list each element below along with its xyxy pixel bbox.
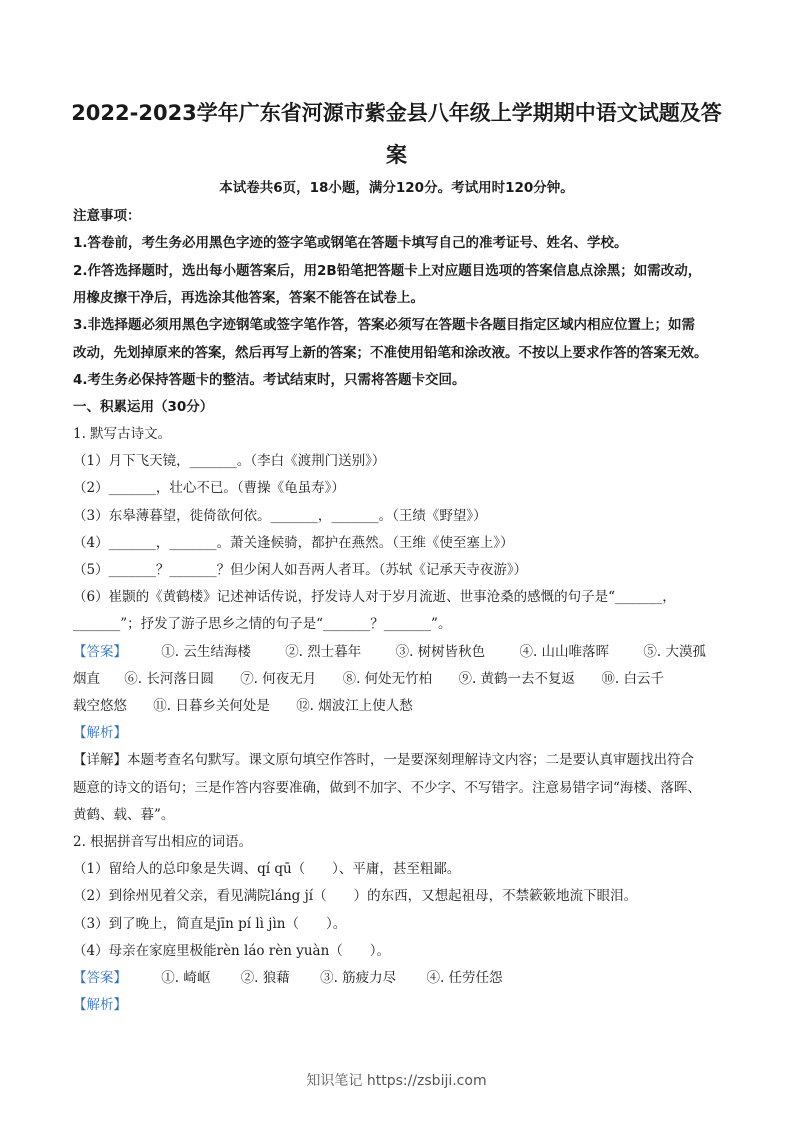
answer-item: ⑤. 大漠孤	[643, 644, 706, 660]
note-2a: 2.作答选择题时，选出每小题答案后，用2B铅笔把答题卡上对应题目选项的答案信息点涂黑；如需改动，	[73, 263, 702, 279]
answer-item: ⑪. 日暮乡关何处是	[153, 698, 270, 714]
title-line-1: 2022-2023学年广东省河源市紫金县八年级上学期期中语文试题及答	[71, 101, 722, 125]
answer-item: ⑩. 白云千	[601, 671, 664, 687]
title-line-2: 案	[386, 143, 407, 167]
q2-item-3: （3）到了晚上，简直是jīn pí lì jìn（ ）。	[73, 916, 347, 932]
answer-item: ②. 烈士暮年	[285, 644, 362, 660]
answer-item: ⑨. 黄鹤一去不复返	[458, 671, 576, 687]
answer-item: ⑥. 长河落日圆	[124, 671, 214, 687]
q1-item-2: （2）_______，壮心不已。（曹操《龟虽寿》）	[73, 480, 345, 496]
q1-answers-row-2	[73, 670, 728, 688]
answer-item: ②. 狼藉	[240, 970, 290, 986]
answer-item: ④. 山山唯落晖	[519, 644, 610, 660]
q2-answers-row	[73, 969, 728, 987]
q1-item-5: （5）_______？_______？但少闲人如吾两人者耳。（苏轼《记承天寺夜游》）	[73, 562, 528, 578]
answer-item: 载空悠悠	[73, 698, 127, 714]
note-3b: 改动，先划掉原来的答案，然后再写上新的答案；不准使用铅笔和涂改液。不按以上要求作答的答案无效。	[73, 345, 708, 361]
q1-item-6a: （6）崔颢的《黄鹤楼》记述神话传说，抒发诗人对于岁月流逝、世事沧桑的感慨的句子是“_______，	[73, 589, 676, 605]
q1-stem: 1. 默写古诗文。	[73, 426, 172, 442]
exam-info: 本试卷共6页，18小题，满分120分。考试用时120分钟。	[219, 180, 574, 196]
answer-item: ④. 任劳任怨	[426, 970, 503, 986]
note-1: 1.答卷前，考生务必用黑色字迹的签字笔或钢笔在答题卡填写自己的准考证号、姓名、学校。	[73, 235, 628, 251]
answer-tag: 【答案】	[73, 644, 127, 660]
q1-detail-a: 【详解】本题考查名句默写。课文原句填空作答时，一是要深刻理解诗文内容；二是要认真审题找出符合	[73, 752, 694, 768]
footer-watermark: 知识笔记 https://zsbiji.com	[306, 1073, 487, 1089]
q1-analysis-tag: 【解析】	[73, 725, 127, 741]
q1-item-4: （4）_______，_______。萧关逢候骑，都护在燕然。（王维《使至塞上》）	[73, 535, 514, 551]
answer-item: ③. 筋疲力尽	[320, 970, 397, 986]
answer-item: ⑦. 何夜无月	[240, 671, 317, 687]
q2-analysis-tag: 【解析】	[73, 997, 127, 1013]
note-4: 4.考生务必保持答题卡的整洁。考试结束时，只需将答题卡交回。	[73, 372, 466, 388]
q2-item-2: （2）到徐州见着父亲，看见满院láng jí（ ）的东西，又想起祖母，不禁簌簌地流下眼泪。	[73, 888, 638, 904]
answer-item: ⑫. 烟波江上使人愁	[296, 698, 413, 714]
answer-item: ①. 崎岖	[161, 970, 211, 986]
q2-item-4: （4）母亲在家庭里极能rèn láo rèn yuàn（ ）。	[73, 943, 391, 959]
answer-item: ①. 云生结海楼	[161, 644, 251, 660]
answer-item: ⑧. 何处无竹柏	[342, 671, 433, 687]
q1-item-1: （1）月下飞天镜，_______。（李白《渡荆门送别》）	[73, 453, 386, 469]
q1-item-3: （3）东皋薄暮望，徙倚欲何依。_______，_______。（王绩《野望》）	[73, 508, 487, 524]
answer-item: 烟直	[73, 671, 100, 687]
q1-answers-row-1	[73, 643, 728, 661]
q2-item-1: （1）留给人的总印象是失调、qí qū（ ）、平庸，甚至粗鄙。	[73, 861, 461, 877]
q1-detail-b: 题意的诗文的语句；三是作答内容要准确，做到不加字、不少字、不写错字。注意易错字词“海楼、落晖、	[73, 780, 701, 796]
note-2b: 用橡皮擦干净后，再选涂其他答案，答案不能答在试卷上。	[73, 290, 424, 306]
q1-item-6b: _______”；抒发了游子思乡之情的句子是“_______？_______”。	[73, 616, 452, 632]
answer-item: ③. 树树皆秋色	[395, 644, 486, 660]
q1-answers-row-3	[73, 697, 728, 715]
page-title	[60, 92, 733, 176]
note-3a: 3.非选择题必须用黑色字迹钢笔或签字笔作答，答案必须写在答题卡各题目指定区域内相应位置上；如需	[73, 317, 696, 333]
q2-stem: 2. 根据拼音写出相应的词语。	[73, 834, 253, 850]
q1-detail-c: 黄鹤、载、暮”。	[73, 807, 175, 823]
section-heading: 一、积累运用（30分）	[73, 399, 214, 415]
answer-tag: 【答案】	[73, 970, 127, 986]
notes-heading: 注意事项：	[73, 208, 141, 224]
